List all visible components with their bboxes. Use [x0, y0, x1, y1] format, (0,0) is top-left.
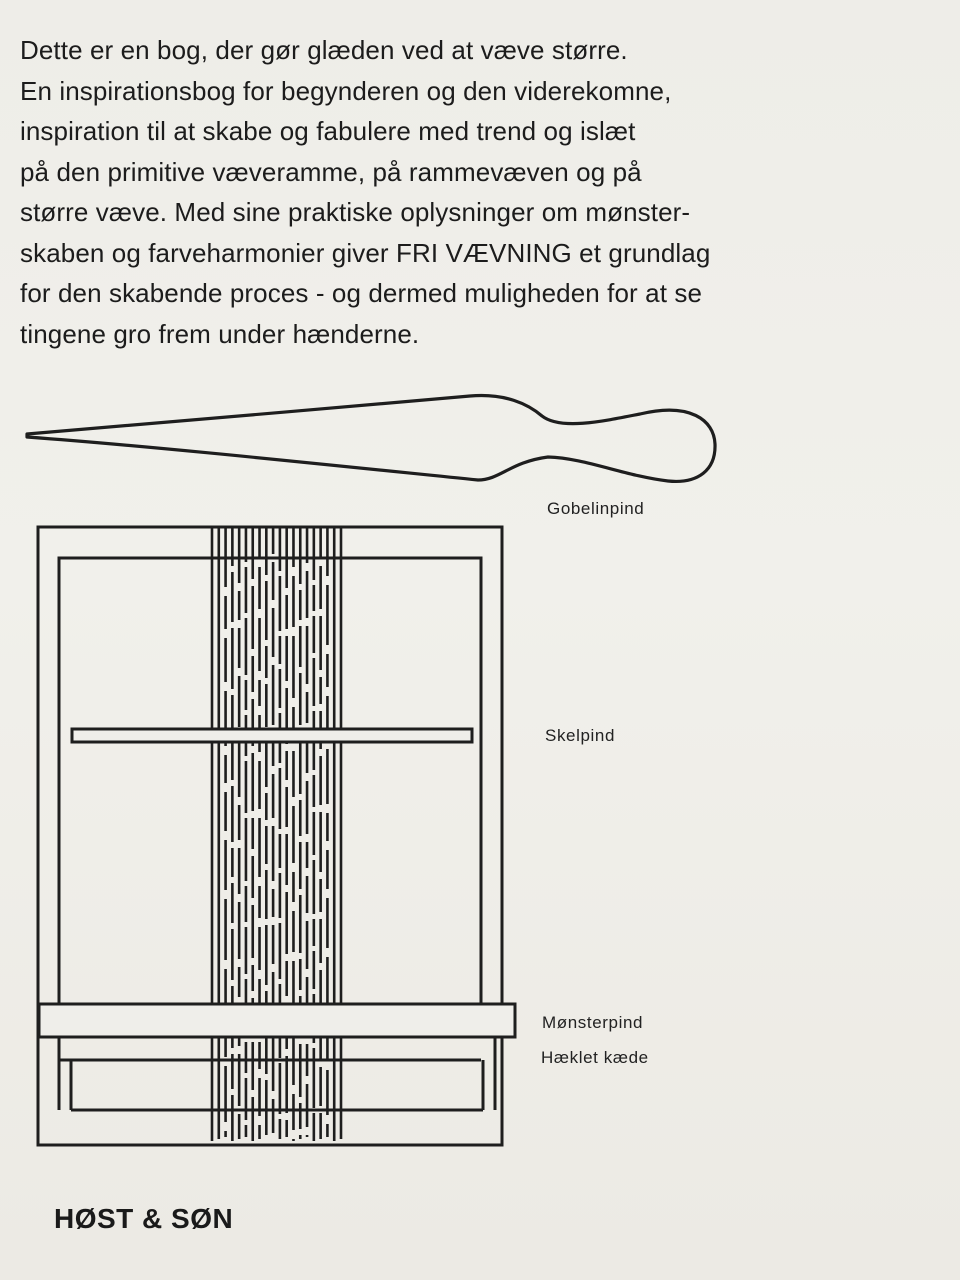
label-skelpind: Skelpind: [545, 726, 616, 745]
publisher-logo: HØST & SØN: [54, 1203, 234, 1234]
label-monsterpind: Mønsterpind: [542, 1013, 644, 1032]
blurb-line-2: En inspirationsbog for begynderen og den viderekomne,: [20, 75, 672, 106]
label-haeklet-kaede: Hæklet kæde: [541, 1048, 649, 1067]
pattern-stick: [39, 1004, 515, 1037]
blurb-line-6: skaben og farveharmonier giver FRI VÆVNING et grundlag: [20, 237, 711, 268]
label-gobelinpind: Gobelinpind: [547, 499, 645, 518]
blurb-line-4: på den primitive væveramme, på rammevæven og på: [20, 156, 642, 187]
shed-stick: [72, 729, 472, 742]
loom-inner-frame: [59, 558, 481, 1008]
blurb-line-1: Dette er en bog, der gør glæden ved at væve større.: [20, 35, 628, 65]
warp-threads: [212, 527, 341, 1141]
blurb-line-5: større væve. Med sine praktiske oplysninger om mønster-: [20, 197, 691, 227]
blurb-line-3: inspiration til at skabe og fabulere med trend og islæt: [20, 116, 636, 146]
blurb-line-8: tingene gro frem under hænderne.: [20, 318, 420, 349]
tapestry-needle-drawing: [27, 396, 715, 482]
loom-outer-frame: [38, 527, 502, 1145]
blurb-line-7: for den skabende proces - og dermed muligheden for at se: [20, 278, 703, 308]
